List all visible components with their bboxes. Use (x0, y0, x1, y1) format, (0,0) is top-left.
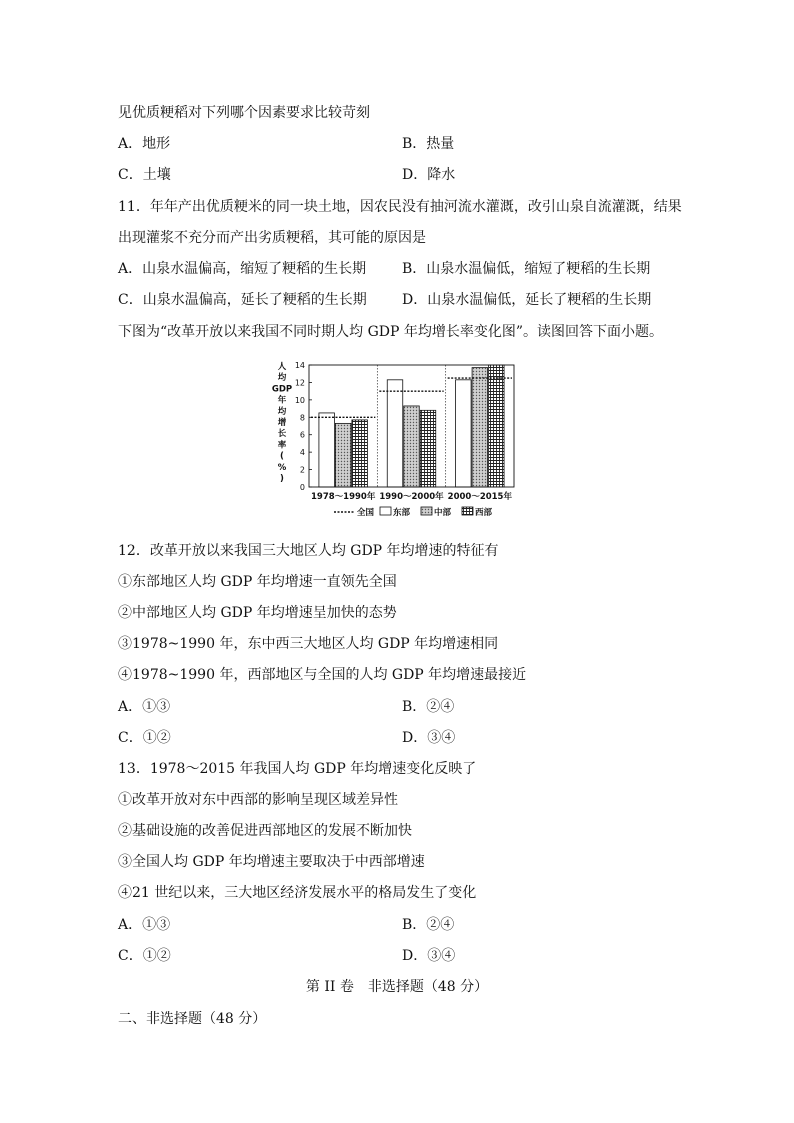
x-tick-label: 1990～2000年 (379, 492, 444, 502)
bar-中部-0 (335, 423, 351, 487)
q13-option-b: B．②④ (402, 917, 455, 933)
section2-heading: 二、非选择题（48 分） (118, 1011, 267, 1027)
y-tick-label: 14 (294, 361, 305, 370)
q12-item-2: ②中部地区人均 GDP 年均增速呈加快的态势 (118, 605, 397, 621)
y-axis-label-text: 人均 GDP 年均增长率( % ) (271, 362, 293, 484)
q12-stem: 12．改革开放以来我国三大地区人均 GDP 年均增速的特征有 (118, 543, 499, 559)
legend-swatch-东部 (380, 507, 391, 515)
y-tick-label: 10 (294, 395, 305, 405)
y-tick-label: 8 (299, 413, 305, 423)
q13-option-a: A．①③ (118, 917, 171, 933)
q12-option-d: D．③④ (402, 730, 456, 746)
q13-option-c: C．①② (118, 948, 171, 964)
q11-option-c: C．山泉水温偏高，延长了粳稻的生长期 (118, 292, 367, 308)
bar-西部-1 (420, 410, 436, 487)
q12-item-3: ③1978~1990 年，东中西三大地区人均 GDP 年均增速相同 (118, 636, 499, 652)
q11-option-d: D．山泉水温偏低，延长了粳稻的生长期 (402, 292, 652, 308)
q13-item-3: ③全国人均 GDP 年均增速主要取决于中西部增速 (118, 854, 425, 870)
q10-option-b: B．热量 (402, 136, 455, 152)
q12-option-a: A．①③ (118, 699, 171, 715)
q11-option-b: B．山泉水温偏低，缩短了粳稻的生长期 (402, 261, 651, 277)
bar-中部-1 (404, 406, 420, 487)
legend-swatch-中部 (421, 507, 432, 515)
q13-item-2: ②基础设施的改善促进西部地区的发展不断加快 (118, 823, 412, 839)
y-tick-label: 6 (299, 430, 305, 440)
legend-label-national: 全国 (357, 508, 375, 518)
q12-item-1: ①东部地区人均 GDP 年均增速一直领先全国 (118, 574, 397, 590)
q12-item-4: ④1978~1990 年，西部地区与全国的人均 GDP 年均增速最接近 (118, 667, 527, 683)
part2-title: 第 II 卷 非选择题（48 分） (305, 979, 489, 995)
q11-option-a: A．山泉水温偏高，缩短了粳稻的生长期 (118, 261, 367, 277)
q11-stem-line2: 出现灌浆不充分而产出劣质粳稻，其可能的原因是 (118, 230, 426, 246)
legend-label-东部: 东部 (393, 508, 411, 518)
legend-label-西部: 西部 (475, 508, 493, 518)
bar-西部-2 (489, 365, 505, 487)
bar-东部-0 (319, 413, 335, 487)
q10-option-a: A．地形 (118, 136, 171, 152)
q12-option-c: C．①② (118, 730, 171, 746)
y-tick-label: 12 (294, 378, 305, 388)
x-tick-label: 1978～1990年 (311, 492, 376, 502)
legend-label-中部: 中部 (434, 508, 452, 518)
y-axis-label (272, 361, 292, 484)
bar-西部-0 (352, 420, 368, 487)
chart-legend (334, 507, 493, 518)
q12-option-b: B．②④ (402, 699, 455, 715)
y-tick-label: 4 (299, 448, 305, 458)
q11-stem-line1: 11．年年产出优质粳米的同一块土地，因农民没有抽河流水灌溉，改引山泉自流灌溉，结果 (118, 199, 682, 215)
bar-东部-2 (456, 380, 472, 487)
q13-stem: 13．1978～2015 年我国人均 GDP 年均增速变化反映了 (118, 761, 477, 777)
y-tick-label: 2 (299, 465, 305, 475)
q13-item-4: ④21 世纪以来，三大地区经济发展水平的格局发生了变化 (118, 885, 477, 901)
bar-东部-1 (387, 380, 403, 487)
x-tick-label: 2000～2015年 (447, 492, 512, 502)
q10-stem: 见优质粳稻对下列哪个因素要求比较苛刻 (118, 105, 370, 121)
y-tick-label: 0 (299, 483, 305, 492)
q13-item-1: ①改革开放对东中西部的影响呈现区域差异性 (118, 792, 398, 808)
figure-intro: 下图为“改革开放以来我国不同时期人均 GDP 年均增长率变化图”。读图回答下面小题。 (118, 324, 664, 340)
q10-option-d: D．降水 (402, 167, 456, 183)
legend-swatch-西部 (462, 507, 473, 515)
gdp-growth-chart (268, 355, 520, 525)
bar-中部-2 (472, 368, 488, 487)
q10-option-c: C．土壤 (118, 167, 171, 183)
q13-option-d: D．③④ (402, 948, 456, 964)
